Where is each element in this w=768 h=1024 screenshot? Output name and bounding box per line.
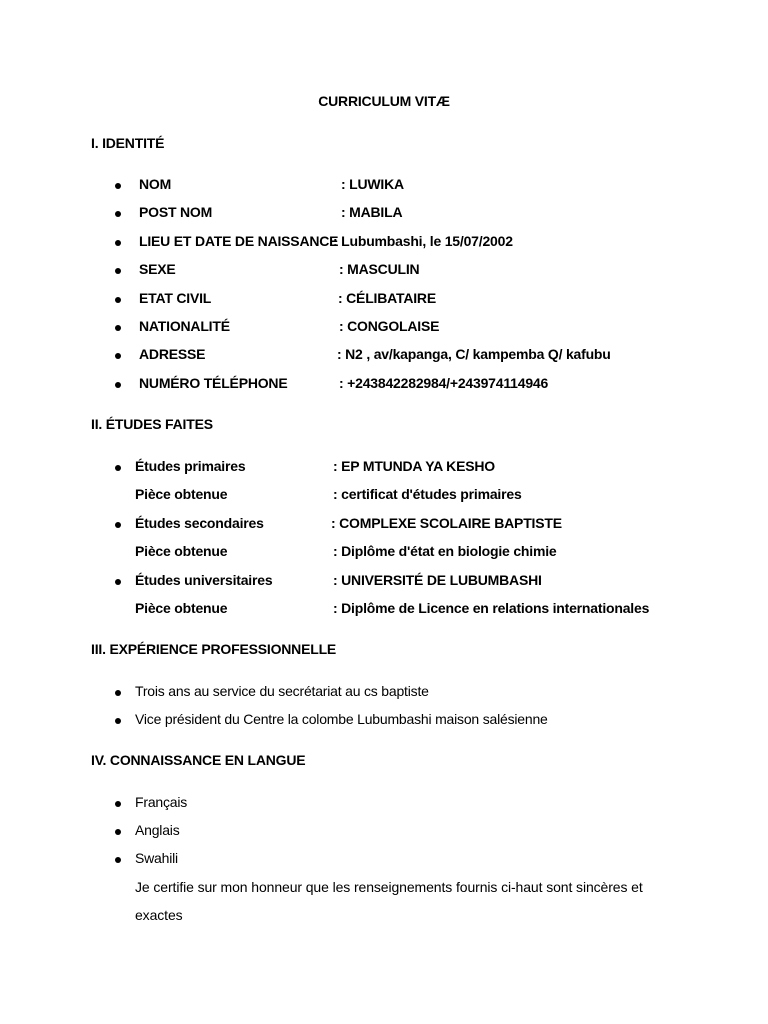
piece-label: Pièce obtenue: [135, 543, 228, 559]
piece-label: Pièce obtenue: [135, 486, 228, 502]
identity-label: NOM: [139, 176, 172, 192]
identity-label: POST NOM: [139, 204, 213, 220]
identity-label: LIEU ET DATE DE NAISSANCE: [139, 233, 339, 249]
study-label: Études primaires: [135, 458, 246, 474]
identity-label: SEXE: [139, 261, 176, 277]
language-text: Anglais: [135, 822, 180, 838]
identity-value: : MASCULIN: [339, 261, 420, 277]
bullet-icon: [115, 320, 121, 334]
certification-line-2: exactes: [135, 907, 183, 923]
document-title: CURRICULUM VITÆ: [318, 93, 450, 109]
bullet-icon: [115, 713, 121, 727]
experience-text: Vice président du Centre la colombe Lubumbashi maison salésienne: [135, 711, 548, 727]
language-text: Français: [135, 794, 188, 810]
identity-label: ETAT CIVIL: [139, 290, 212, 306]
bullet-icon: [115, 377, 121, 391]
bullet-icon: [115, 852, 121, 866]
identity-value: : +243842282984/+243974114946: [339, 375, 549, 391]
bullet-icon: [115, 685, 121, 699]
bullet-icon: [115, 824, 121, 838]
piece-value: : Diplôme de Licence en relations internationales: [333, 600, 650, 616]
piece-value: : Diplôme d'état en biologie chimie: [333, 543, 557, 559]
identity-value: : CONGOLAISE: [339, 318, 440, 334]
study-value: : COMPLEXE SCOLAIRE BAPTISTE: [331, 515, 562, 531]
section-heading-studies: II. ÉTUDES FAITES: [91, 416, 213, 432]
bullet-icon: [115, 235, 121, 249]
bullet-icon: [115, 292, 121, 306]
study-value: : UNIVERSITÉ DE LUBUMBASHI: [333, 572, 542, 588]
bullet-icon: [115, 178, 121, 192]
identity-value: : MABILA: [341, 204, 403, 220]
identity-value: : LUWIKA: [341, 176, 404, 192]
certification-line-1: Je certifie sur mon honneur que les renseignements fournis ci-haut sont sincères et: [135, 879, 643, 895]
identity-label: NUMÉRO TÉLÉPHONE: [139, 375, 288, 391]
identity-value: : Lubumbashi, le 15/07/2002: [333, 233, 513, 249]
study-label: Études universitaires: [135, 572, 273, 588]
language-text: Swahili: [135, 850, 178, 866]
study-label: Études secondaires: [135, 515, 264, 531]
bullet-icon: [115, 796, 121, 810]
bullet-icon: [115, 263, 121, 277]
section-heading-identity: I. IDENTITÉ: [91, 135, 165, 151]
bullet-icon: [115, 574, 121, 588]
section-heading-experience: III. EXPÉRIENCE PROFESSIONNELLE: [91, 641, 337, 657]
bullet-icon: [115, 460, 121, 474]
experience-text: Trois ans au service du secrétariat au cs baptiste: [135, 683, 429, 699]
section-heading-languages: IV. CONNAISSANCE EN LANGUE: [91, 752, 306, 768]
piece-label: Pièce obtenue: [135, 600, 228, 616]
identity-label: ADRESSE: [139, 346, 206, 362]
bullet-icon: [115, 517, 121, 531]
identity-value: : N2 , av/kapanga, C/ kampemba Q/ kafubu: [337, 346, 611, 362]
piece-value: : certificat d'études primaires: [333, 486, 522, 502]
bullet-icon: [115, 348, 121, 362]
bullet-icon: [115, 206, 121, 220]
identity-value: : CÉLIBATAIRE: [338, 290, 436, 306]
identity-label: NATIONALITÉ: [139, 318, 230, 334]
study-value: : EP MTUNDA YA KESHO: [333, 458, 495, 474]
